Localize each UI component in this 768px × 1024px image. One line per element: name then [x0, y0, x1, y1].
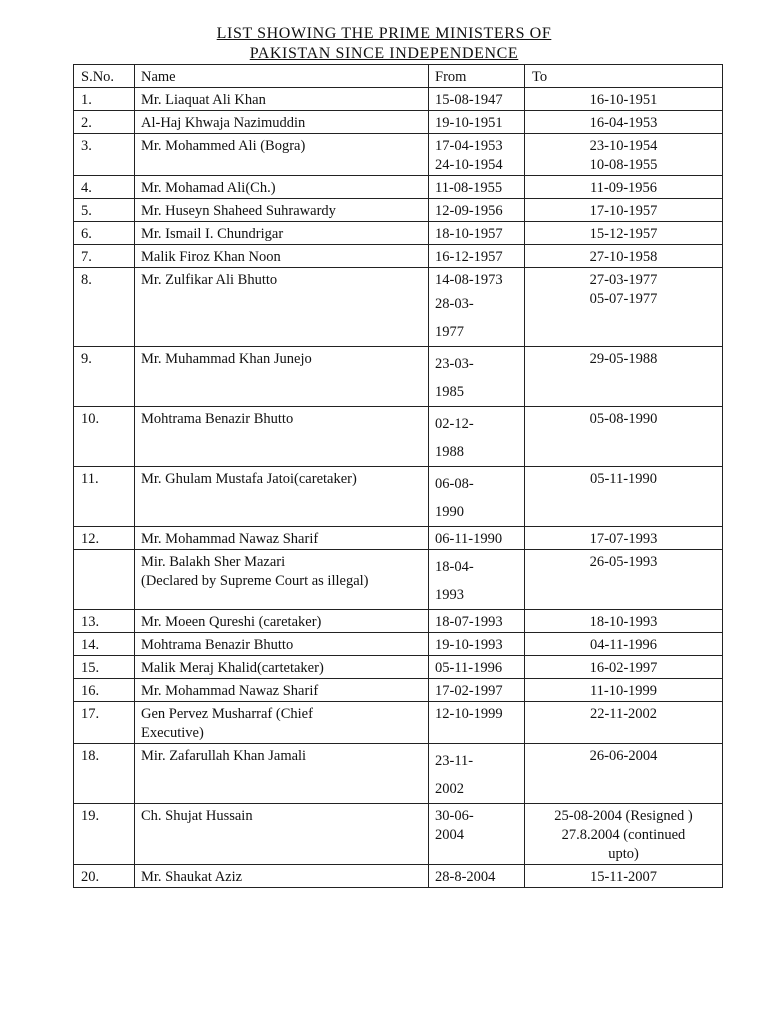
to-date-cell: [525, 633, 723, 656]
to-date-cell: [525, 111, 723, 134]
name-cell: [135, 199, 429, 222]
serial-number-cell: 8.: [74, 268, 135, 347]
to-date-cell-line: 27.8.2004 (continued: [561, 827, 686, 843]
to-date-cell-line: 05-07-1977: [589, 291, 658, 307]
serial-number-cell: 2.: [74, 111, 135, 134]
serial-number-cell: 5.: [74, 199, 135, 222]
document-title-line-2: PAKISTAN SINCE INDEPENDENCE: [249, 45, 519, 62]
to-date-cell-line: 22-11-2002: [589, 706, 658, 722]
from-date-cell-line: 24-10-1954: [435, 157, 503, 173]
table-row: [74, 610, 723, 633]
table-row: [74, 245, 723, 268]
name-cell: [135, 744, 429, 804]
table-row: [74, 407, 723, 467]
name-cell: [135, 679, 429, 702]
from-date-cell: [429, 702, 525, 744]
name-cell-line: Mr. Liaquat Ali Khan: [141, 92, 266, 108]
name-cell: [135, 268, 429, 347]
column-header-name: Name: [135, 65, 429, 88]
name-cell: [135, 134, 429, 176]
from-date-cell: [429, 268, 525, 347]
to-date-cell: [525, 804, 723, 865]
table-row: [74, 679, 723, 702]
name-cell-line: Mr. Ismail I. Chundrigar: [141, 226, 284, 242]
table-row: [74, 176, 723, 199]
from-date-cell-line: 18-07-1993: [435, 614, 503, 630]
to-date-cell: [525, 134, 723, 176]
table-row: [74, 550, 723, 610]
name-cell-line: Mr. Muhammad Khan Junejo: [141, 351, 312, 367]
from-date-cell-line: 1993: [435, 587, 464, 603]
from-date-cell: [429, 222, 525, 245]
to-date-cell: [525, 467, 723, 527]
to-date-cell: [525, 527, 723, 550]
column-header-from: From: [429, 65, 525, 88]
serial-number-cell: 10.: [74, 407, 135, 467]
serial-number-cell: 18.: [74, 744, 135, 804]
table-row: [74, 744, 723, 804]
table-row: [74, 633, 723, 656]
table-row: [74, 804, 723, 865]
from-date-cell: [429, 804, 525, 865]
from-date-cell: [429, 679, 525, 702]
to-date-cell-line: 10-08-1955: [589, 157, 658, 173]
from-date-cell-line: 2002: [435, 781, 464, 797]
name-cell-line: Mr. Huseyn Shaheed Suhrawardy: [141, 203, 336, 219]
serial-number-cell: 20.: [74, 865, 135, 888]
to-date-cell-line: 23-10-1954: [589, 138, 658, 154]
from-date-cell-line: 1990: [435, 504, 464, 520]
from-date-cell: [429, 550, 525, 610]
from-date-cell-line: 05-11-1996: [435, 660, 503, 676]
table-row: [74, 268, 723, 347]
name-cell-line: Mir. Zafarullah Khan Jamali: [141, 748, 307, 764]
table-row: [74, 222, 723, 245]
to-date-cell-line: 16-04-1953: [589, 115, 658, 131]
to-date-cell-line: 17-07-1993: [589, 531, 658, 547]
from-date-cell-line: 14-08-1973: [435, 272, 503, 288]
serial-number-cell: 17.: [74, 702, 135, 744]
to-date-cell: [525, 679, 723, 702]
table-row: [74, 656, 723, 679]
from-date-cell-line: 18-04-: [435, 559, 474, 575]
table-row: [74, 134, 723, 176]
name-cell: [135, 407, 429, 467]
name-cell: [135, 467, 429, 527]
to-date-cell: [525, 550, 723, 610]
from-date-cell-line: 1988: [435, 444, 464, 460]
table-row: [74, 467, 723, 527]
to-date-cell-line: 05-11-1990: [589, 471, 658, 487]
table-row: [74, 702, 723, 744]
from-date-cell-line: 17-02-1997: [435, 683, 503, 699]
from-date-cell: [429, 656, 525, 679]
name-cell-line: Mr. Ghulam Mustafa Jatoi(caretaker): [141, 471, 357, 487]
from-date-cell: [429, 134, 525, 176]
name-cell: [135, 804, 429, 865]
to-date-cell: [525, 407, 723, 467]
name-cell-line: Mr. Zulfikar Ali Bhutto: [141, 272, 278, 288]
from-date-cell-line: 28-8-2004: [435, 869, 496, 885]
document-title-line-1: LIST SHOWING THE PRIME MINISTERS OF: [216, 25, 552, 42]
to-date-cell-line: 15-12-1957: [589, 226, 658, 242]
to-date-cell: [525, 347, 723, 407]
from-date-cell: [429, 744, 525, 804]
to-date-cell-line: 05-08-1990: [589, 411, 658, 427]
name-cell-line: Malik Meraj Khalid(cartetaker): [141, 660, 324, 676]
from-date-cell-line: 23-11-: [435, 753, 474, 769]
to-date-cell-line: 18-10-1993: [589, 614, 658, 630]
name-cell-line: Mohtrama Benazir Bhutto: [141, 637, 294, 653]
to-date-cell: [525, 199, 723, 222]
from-date-cell-line: 02-12-: [435, 416, 474, 432]
to-date-cell-line: 26-06-2004: [589, 748, 658, 764]
from-date-cell-line: 15-08-1947: [435, 92, 503, 108]
from-date-cell: [429, 407, 525, 467]
to-date-cell-line: 15-11-2007: [589, 869, 658, 885]
to-date-cell-line: 16-02-1997: [589, 660, 658, 676]
table-row: [74, 88, 723, 111]
serial-number-cell: 14.: [74, 633, 135, 656]
name-cell: [135, 111, 429, 134]
table-header-row: [74, 65, 723, 88]
table-row: [74, 111, 723, 134]
name-cell: [135, 347, 429, 407]
from-date-cell-line: 1985: [435, 384, 464, 400]
to-date-cell: [525, 88, 723, 111]
to-date-cell: [525, 610, 723, 633]
serial-number-cell: [74, 550, 135, 610]
name-cell: [135, 633, 429, 656]
serial-number-cell: 9.: [74, 347, 135, 407]
to-date-cell-line: 17-10-1957: [589, 203, 658, 219]
name-cell-line: Mir. Balakh Sher Mazari: [141, 554, 286, 570]
to-date-cell: [525, 702, 723, 744]
from-date-cell-line: 06-08-: [435, 476, 474, 492]
from-date-cell-line: 12-10-1999: [435, 706, 503, 722]
serial-number-cell: 19.: [74, 804, 135, 865]
table-row: [74, 865, 723, 888]
to-date-cell: [525, 222, 723, 245]
name-cell-line: Mr. Mohamad Ali(Ch.): [141, 180, 276, 196]
to-date-cell: [525, 268, 723, 347]
name-cell-line: Al-Haj Khwaja Nazimuddin: [141, 115, 306, 131]
name-cell: [135, 610, 429, 633]
name-cell: [135, 245, 429, 268]
from-date-cell-line: 19-10-1993: [435, 637, 503, 653]
to-date-cell: [525, 176, 723, 199]
table-row: [74, 199, 723, 222]
from-date-cell-line: 17-04-1953: [435, 138, 503, 154]
serial-number-cell: 13.: [74, 610, 135, 633]
from-date-cell: [429, 347, 525, 407]
from-date-cell-line: 11-08-1955: [435, 180, 503, 196]
name-cell-line: Malik Firoz Khan Noon: [141, 249, 281, 265]
name-cell-line: Mr. Mohammad Nawaz Sharif: [141, 531, 319, 547]
serial-number-cell: 6.: [74, 222, 135, 245]
to-date-cell: [525, 865, 723, 888]
to-date-cell-line: 16-10-1951: [589, 92, 658, 108]
from-date-cell: [429, 245, 525, 268]
column-header-sno: S.No.: [74, 65, 135, 88]
from-date-cell: [429, 111, 525, 134]
name-cell: [135, 550, 429, 610]
to-date-cell-line: 26-05-1993: [589, 554, 658, 570]
name-cell-line: Mr. Moeen Qureshi (caretaker): [141, 614, 322, 630]
name-cell: [135, 865, 429, 888]
serial-number-cell: 3.: [74, 134, 135, 176]
serial-number-cell: 4.: [74, 176, 135, 199]
from-date-cell: [429, 88, 525, 111]
name-cell: [135, 702, 429, 744]
name-cell-line: Mohtrama Benazir Bhutto: [141, 411, 294, 427]
from-date-cell-line: 28-03-: [435, 296, 474, 312]
serial-number-cell: 16.: [74, 679, 135, 702]
name-cell-line: Mr. Mohammad Nawaz Sharif: [141, 683, 319, 699]
name-cell-line: Executive): [141, 725, 204, 741]
serial-number-cell: 12.: [74, 527, 135, 550]
to-date-cell: [525, 744, 723, 804]
table-row: [74, 527, 723, 550]
to-date-cell: [525, 656, 723, 679]
column-header-to: To: [525, 65, 723, 88]
name-cell: [135, 656, 429, 679]
prime-ministers-table: [73, 64, 723, 888]
from-date-cell: [429, 865, 525, 888]
from-date-cell: [429, 527, 525, 550]
to-date-cell-line: upto): [608, 846, 639, 862]
from-date-cell: [429, 176, 525, 199]
serial-number-cell: 15.: [74, 656, 135, 679]
to-date-cell-line: 29-05-1988: [589, 351, 658, 367]
from-date-cell-line: 19-10-1951: [435, 115, 503, 131]
name-cell: [135, 527, 429, 550]
serial-number-cell: 7.: [74, 245, 135, 268]
to-date-cell-line: 25-08-2004 (Resigned ): [554, 808, 693, 824]
from-date-cell-line: 12-09-1956: [435, 203, 503, 219]
from-date-cell: [429, 467, 525, 527]
from-date-cell-line: 23-03-: [435, 356, 474, 372]
serial-number-cell: 11.: [74, 467, 135, 527]
from-date-cell-line: 30-06-: [435, 808, 474, 824]
to-date-cell-line: 27-03-1977: [589, 272, 658, 288]
from-date-cell-line: 2004: [435, 827, 464, 843]
to-date-cell: [525, 245, 723, 268]
from-date-cell: [429, 610, 525, 633]
to-date-cell-line: 11-10-1999: [589, 683, 658, 699]
to-date-cell-line: 11-09-1956: [589, 180, 658, 196]
name-cell-line: Mr. Mohammed Ali (Bogra): [141, 138, 306, 154]
to-date-cell-line: 27-10-1958: [589, 249, 658, 265]
name-cell-line: Mr. Shaukat Aziz: [141, 869, 243, 885]
from-date-cell-line: 1977: [435, 324, 464, 340]
to-date-cell-line: 04-11-1996: [589, 637, 658, 653]
name-cell-line: (Declared by Supreme Court as illegal): [141, 573, 369, 589]
serial-number-cell: 1.: [74, 88, 135, 111]
from-date-cell: [429, 199, 525, 222]
name-cell: [135, 88, 429, 111]
name-cell: [135, 222, 429, 245]
from-date-cell-line: 06-11-1990: [435, 531, 503, 547]
name-cell-line: Ch. Shujat Hussain: [141, 808, 253, 824]
from-date-cell-line: 18-10-1957: [435, 226, 503, 242]
from-date-cell-line: 16-12-1957: [435, 249, 503, 265]
from-date-cell: [429, 633, 525, 656]
table-row: [74, 347, 723, 407]
name-cell-line: Gen Pervez Musharraf (Chief: [141, 706, 313, 722]
name-cell: [135, 176, 429, 199]
